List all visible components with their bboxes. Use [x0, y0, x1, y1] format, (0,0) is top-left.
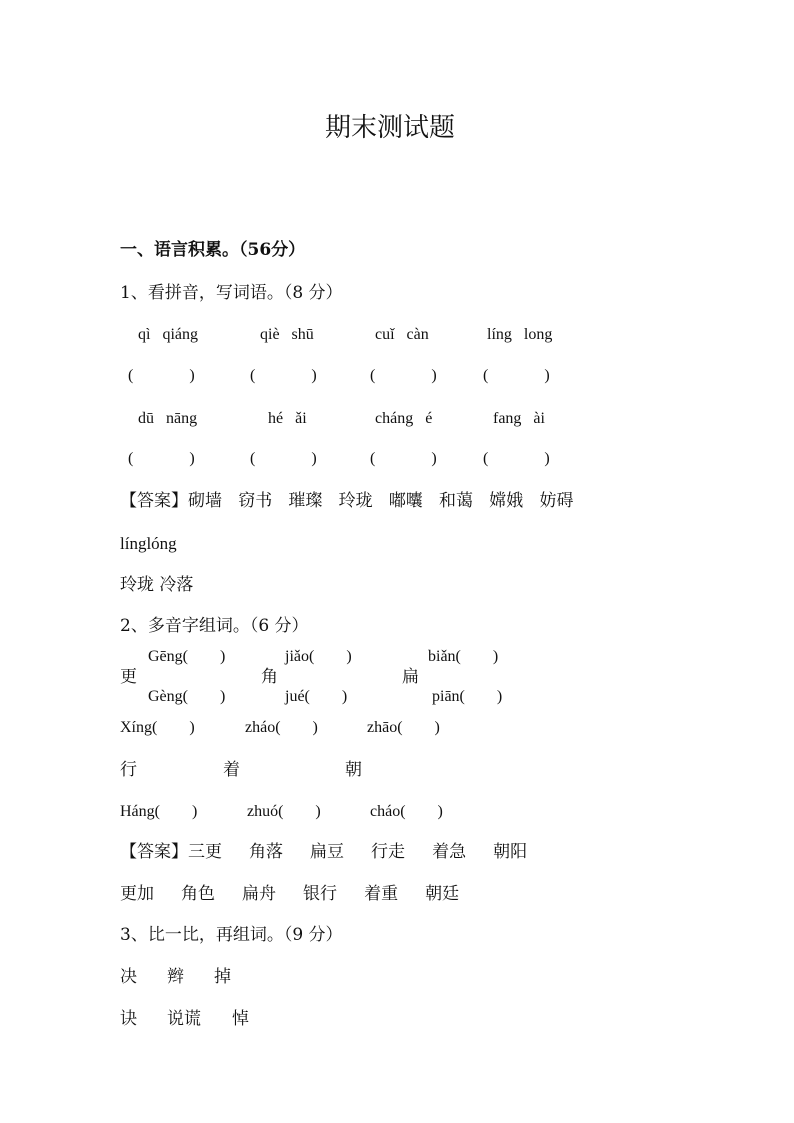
answer-blank[interactable]: ( ) [128, 367, 195, 384]
q1-answer: 【答案】砌墙 窃书 璀璨 玲珑 嘟囔 和蔼 嫦娥 妨碍 [120, 491, 574, 511]
polyphone-char: 行 [120, 760, 137, 780]
q1-extra-pinyin: línglóng [120, 534, 177, 553]
polyphone-reading: jiǎo( ) [285, 648, 352, 665]
q1-prompt: 1、看拼音，写词语。（8 分） [120, 283, 343, 303]
polyphone-reading: Háng( ) [120, 803, 198, 820]
compare-char: 诀 [120, 1009, 137, 1029]
polyphone-char: 着 [223, 760, 240, 780]
pinyin-item: cuǐ càn [375, 326, 429, 343]
compare-char: 悼 [232, 1009, 249, 1029]
pinyin-item: hé ǎi [268, 410, 307, 427]
q2-answer-line1: 【答案】三更 角落 扁豆 行走 着急 朝阳 [120, 842, 528, 862]
polyphone-reading: biǎn( ) [428, 648, 499, 665]
pinyin-item: qì qiáng [138, 326, 198, 343]
pinyin-item: cháng é [375, 410, 433, 427]
pinyin-item: fang ài [493, 410, 545, 427]
polyphone-reading: zháo( ) [245, 719, 318, 736]
section-heading: 一、语言积累。（56分） [120, 240, 306, 260]
q3-prompt: 3、比一比，再组词。（9 分） [120, 925, 343, 945]
answer-blank[interactable]: ( ) [483, 367, 550, 384]
polyphone-char: 角 [261, 667, 278, 687]
answer-blank[interactable]: ( ) [370, 450, 437, 467]
q2-prompt: 2、多音字组词。（6 分） [120, 616, 309, 636]
polyphone-char: 更 [120, 667, 137, 687]
q1-extra-words: 玲珑 冷落 [120, 575, 194, 595]
polyphone-reading: Xíng( ) [120, 719, 195, 736]
answer-blank[interactable]: ( ) [128, 450, 195, 467]
pinyin-item: qiè shū [260, 326, 314, 343]
polyphone-reading: zhāo( ) [367, 719, 440, 736]
polyphone-reading: piān( ) [432, 688, 503, 705]
compare-char: 决 [120, 967, 137, 987]
compare-char: 辫 [167, 967, 184, 987]
polyphone-char: 朝 [345, 760, 362, 780]
answer-blank[interactable]: ( ) [250, 450, 317, 467]
answer-blank[interactable]: ( ) [370, 367, 437, 384]
polyphone-reading: zhuó( ) [247, 803, 321, 820]
compare-char: 掉 [214, 967, 231, 987]
answer-blank[interactable]: ( ) [250, 367, 317, 384]
compare-char: 说谎 [167, 1009, 201, 1029]
pinyin-item: dū nāng [138, 410, 198, 427]
polyphone-reading: Gēng( ) [148, 648, 226, 665]
page-title: 期末测试题 [325, 113, 456, 143]
polyphone-reading: cháo( ) [370, 803, 443, 820]
answer-blank[interactable]: ( ) [483, 450, 550, 467]
polyphone-reading: Gèng( ) [148, 688, 226, 705]
pinyin-item: líng long [487, 326, 553, 343]
q2-answer-line2: 更加 角色 扁舟 银行 着重 朝廷 [120, 884, 460, 904]
polyphone-reading: jué( ) [285, 688, 348, 705]
polyphone-char: 扁 [402, 667, 419, 687]
